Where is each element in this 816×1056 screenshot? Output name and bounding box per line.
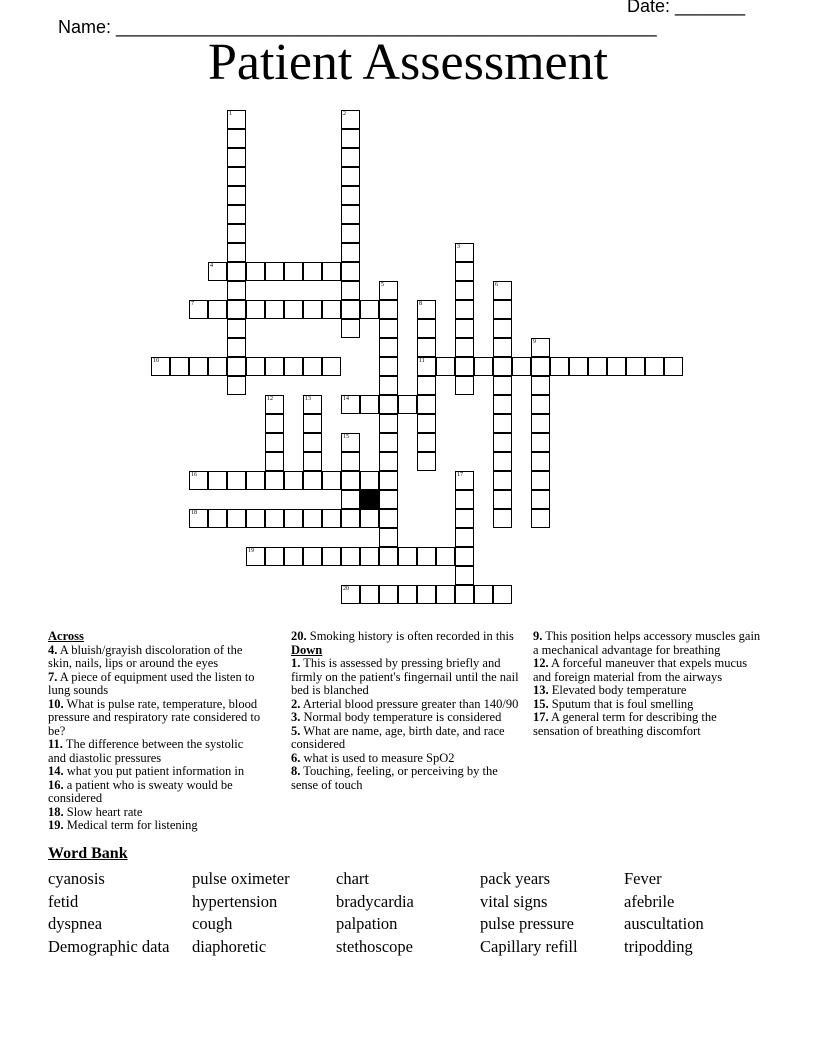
crossword-cell[interactable] [493, 357, 512, 376]
down-clue [291, 711, 519, 725]
crossword-cell[interactable] [493, 490, 512, 509]
crossword-cell[interactable] [493, 281, 512, 300]
clue-text: This position helps accessory muscles gain a mechanical advantage for breathing [533, 629, 761, 657]
crossword-cell[interactable] [455, 300, 474, 319]
clue-number: 18 [191, 510, 197, 516]
across-clue [48, 644, 263, 671]
crossword-cell[interactable] [303, 547, 322, 566]
crossword-cell[interactable] [512, 357, 531, 376]
crossword-cell[interactable] [322, 357, 341, 376]
crossword-cell[interactable] [341, 224, 360, 243]
crossword-cell[interactable] [189, 471, 208, 490]
clue-number-label: 3. [291, 710, 301, 724]
crossword-cell[interactable] [341, 281, 360, 300]
crossword-cell[interactable] [322, 547, 341, 566]
crossword-cell[interactable] [227, 471, 246, 490]
across-clue [48, 738, 263, 765]
crossword-cell[interactable] [303, 357, 322, 376]
clue-text: Normal body temperature is considered [300, 710, 502, 724]
crossword-cell[interactable] [341, 452, 360, 471]
word-bank [48, 868, 768, 958]
clue-number-label: 13. [533, 683, 549, 697]
down-clue [291, 725, 519, 752]
crossword-cell[interactable] [493, 509, 512, 528]
crossword-cell[interactable] [379, 319, 398, 338]
word-bank-item: diaphoretic [192, 936, 267, 956]
clue-number-label: 6. [291, 750, 301, 765]
crossword-cell[interactable] [417, 319, 436, 338]
crossword-cell[interactable] [303, 433, 322, 452]
crossword-cell[interactable] [436, 585, 455, 604]
clue-number: 4 [210, 263, 213, 269]
down-clue [291, 765, 519, 792]
crossword-cell[interactable] [493, 471, 512, 490]
crossword-cell[interactable] [246, 300, 265, 319]
crossword-cell[interactable] [227, 319, 246, 338]
crossword-cell[interactable] [417, 547, 436, 566]
crossword-cell[interactable] [227, 148, 246, 167]
crossword-cell[interactable] [227, 281, 246, 300]
clue-number: 10 [153, 358, 159, 364]
crossword-cell[interactable] [455, 376, 474, 395]
word-bank-item: dyspnea [48, 914, 103, 933]
crossword-cell[interactable] [246, 547, 265, 566]
crossword-cell[interactable] [493, 300, 512, 319]
crossword-cell[interactable] [284, 300, 303, 319]
crossword-cell[interactable] [360, 300, 379, 319]
clue-number-label: 16. [48, 777, 64, 792]
crossword-cell[interactable] [227, 338, 246, 357]
date-field-label: Date: _______ [627, 0, 746, 16]
crossword-cell[interactable] [341, 205, 360, 224]
clues-column-1 [48, 630, 263, 833]
name-field-label: Name: ______________________________________________________ [58, 17, 657, 37]
word-bank-item: vital signs [480, 891, 548, 911]
crossword-cell[interactable] [588, 357, 607, 376]
crossword-cell[interactable] [341, 262, 360, 281]
crossword-cell[interactable] [493, 338, 512, 357]
down-heading: Down [291, 642, 323, 657]
crossword-cell[interactable] [417, 300, 436, 319]
crossword-cell[interactable] [189, 300, 208, 319]
crossword-cell[interactable] [303, 300, 322, 319]
crossword-cell[interactable] [284, 357, 303, 376]
crossword-cell[interactable] [493, 376, 512, 395]
clue-text: What are name, age, birth date, and race considered [291, 723, 505, 751]
down-clue [291, 698, 519, 712]
across-clue [48, 671, 263, 698]
word-bank-item: Demographic data [48, 936, 170, 956]
word-bank-item: chart [336, 869, 369, 888]
crossword-cell[interactable] [455, 281, 474, 300]
crossword-cell[interactable] [246, 471, 265, 490]
clue-number: 14 [343, 396, 349, 402]
crossword-cell[interactable] [531, 395, 550, 414]
across-clue [48, 779, 263, 806]
word-bank-item: palpation [336, 914, 398, 933]
crossword-cell[interactable] [151, 357, 170, 376]
across-heading: Across [48, 629, 84, 643]
crossword-cell[interactable] [455, 528, 474, 547]
down-clue [291, 657, 519, 698]
crossword-cell[interactable] [284, 509, 303, 528]
down-clue [533, 657, 761, 684]
crossword-cell[interactable] [379, 585, 398, 604]
crossword-cell[interactable] [265, 300, 284, 319]
clue-text: What is pulse rate, temperature, blood pressure and respiratory rate considered to be? [48, 696, 261, 738]
clue-text: what you put patient information in [63, 764, 245, 778]
clue-number-label: 1. [291, 656, 301, 670]
clue-number-label: 14. [48, 764, 64, 778]
across-clue [48, 698, 263, 739]
clue-number: 13 [305, 396, 311, 402]
crossword-cell[interactable] [360, 547, 379, 566]
crossword-cell[interactable] [455, 471, 474, 490]
crossword-cell[interactable] [227, 262, 246, 281]
crossword-cell[interactable] [341, 167, 360, 186]
crossword-cell[interactable] [379, 509, 398, 528]
crossword-cell[interactable] [265, 452, 284, 471]
word-bank-title: Word Bank [48, 845, 128, 862]
clue-text: Smoking history is often recorded in this [306, 629, 514, 643]
crossword-cell[interactable] [379, 376, 398, 395]
word-bank-item: cough [192, 914, 233, 933]
crossword-cell[interactable] [417, 338, 436, 357]
clue-number: 1 [229, 111, 232, 117]
crossword-cell[interactable] [569, 357, 588, 376]
crossword-cell[interactable] [341, 509, 360, 528]
word-bank-item: tripodding [624, 936, 693, 956]
clue-number: 19 [248, 548, 254, 554]
crossword-cell[interactable] [284, 547, 303, 566]
crossword-cell[interactable] [455, 319, 474, 338]
clues-column-2 [291, 630, 519, 792]
crossword-cell[interactable] [208, 262, 227, 281]
crossword-cell[interactable] [417, 452, 436, 471]
crossword-cell[interactable] [303, 395, 322, 414]
clue-text: Slow heart rate [63, 804, 143, 819]
crossword-cell[interactable] [379, 338, 398, 357]
crossword-cell[interactable] [227, 167, 246, 186]
clue-number: 3 [457, 244, 460, 250]
crossword-cell[interactable] [246, 357, 265, 376]
down-clue [533, 684, 761, 698]
across-clue [48, 806, 263, 820]
crossword-cell[interactable] [265, 547, 284, 566]
crossword-cell[interactable] [227, 129, 246, 148]
clue-number: 2 [343, 111, 346, 117]
clue-number-label: 19. [48, 818, 64, 832]
clue-text: a patient who is sweaty would be considered [48, 777, 233, 805]
crossword-cell[interactable] [379, 547, 398, 566]
crossword-cell[interactable] [246, 509, 265, 528]
crossword-cell[interactable] [493, 395, 512, 414]
clue-number: 17 [457, 472, 463, 478]
crossword-cell[interactable] [265, 262, 284, 281]
clue-text: Arterial blood pressure greater than 140/90 [300, 696, 519, 711]
crossword-cell[interactable] [322, 509, 341, 528]
down-clue [533, 711, 761, 738]
crossword-cell[interactable] [341, 490, 360, 509]
crossword-cell[interactable] [379, 471, 398, 490]
crossword-cell[interactable] [341, 148, 360, 167]
crossword-cell[interactable] [360, 585, 379, 604]
crossword-cell[interactable] [265, 433, 284, 452]
word-bank-item: pack years [480, 869, 551, 888]
crossword-cell[interactable] [607, 357, 626, 376]
crossword-cell[interactable] [531, 452, 550, 471]
crossword-cell[interactable] [189, 509, 208, 528]
crossword-cell[interactable] [341, 585, 360, 604]
crossword-cell[interactable] [455, 243, 474, 262]
clue-number: 5 [381, 282, 384, 288]
crossword-cell[interactable] [493, 452, 512, 471]
clue-number: 15 [343, 434, 349, 440]
clue-text: what is used to measure SpO2 [300, 750, 455, 765]
crossword-cell[interactable] [379, 528, 398, 547]
crossword-cell[interactable] [341, 186, 360, 205]
crossword-cell[interactable] [398, 547, 417, 566]
crossword-cell[interactable] [379, 395, 398, 414]
word-bank-item: Fever [624, 869, 662, 888]
clue-number: 6 [495, 282, 498, 288]
crossword-cell[interactable] [303, 471, 322, 490]
clue-text: Sputum that is foul smelling [548, 696, 694, 711]
clue-number-label: 4. [48, 642, 58, 657]
crossword-cell[interactable] [379, 414, 398, 433]
word-bank-item: fetid [48, 891, 79, 911]
crossword-cell[interactable] [455, 585, 474, 604]
crossword-cell[interactable] [417, 433, 436, 452]
crossword-cell[interactable] [645, 357, 664, 376]
clue-number-label: 11. [48, 737, 63, 751]
clue-number-label: 17. [533, 710, 549, 724]
word-bank-item: afebrile [624, 891, 675, 911]
crossword-cell[interactable] [322, 300, 341, 319]
crossword-blocked-cell [360, 490, 379, 509]
crossword-cell[interactable] [303, 509, 322, 528]
word-bank-item: Capillary refill [480, 936, 578, 956]
word-bank-item: pulse pressure [480, 914, 574, 933]
crossword-cell[interactable] [360, 395, 379, 414]
clue-number-label: 15. [533, 696, 549, 711]
clue-number-label: 2. [291, 696, 301, 711]
clue-text: A forceful maneuver that expels mucus and foreign material from the airways [533, 656, 748, 684]
crossword-cell[interactable] [550, 357, 569, 376]
word-bank-item: bradycardia [336, 891, 414, 911]
crossword-cell[interactable] [303, 452, 322, 471]
clue-text: Medical term for listening [63, 818, 198, 832]
crossword-cell[interactable] [227, 205, 246, 224]
clues-column-3 [533, 630, 761, 738]
clue-number: 11 [419, 358, 425, 364]
crossword-cell[interactable] [227, 243, 246, 262]
crossword-cell[interactable] [208, 300, 227, 319]
crossword-cell[interactable] [493, 414, 512, 433]
crossword-cell[interactable] [379, 433, 398, 452]
across-clue [48, 819, 263, 833]
crossword-cell[interactable] [455, 490, 474, 509]
crossword-cell[interactable] [474, 585, 493, 604]
clue-number-label: 7. [48, 669, 58, 684]
crossword-cell[interactable] [227, 300, 246, 319]
crossword-cell[interactable] [455, 357, 474, 376]
across-clue [291, 630, 519, 644]
across-clue [48, 765, 263, 779]
crossword-cell[interactable] [227, 224, 246, 243]
crossword-cell[interactable] [417, 395, 436, 414]
clue-text: The difference between the systolic and diastolic pressures [48, 737, 244, 765]
crossword-cell[interactable] [303, 414, 322, 433]
crossword-cell[interactable] [379, 490, 398, 509]
crossword-cell[interactable] [341, 433, 360, 452]
crossword-cell[interactable] [455, 338, 474, 357]
crossword-cell[interactable] [493, 319, 512, 338]
crossword-cell[interactable] [208, 509, 227, 528]
crossword-cell[interactable] [265, 509, 284, 528]
crossword-cell[interactable] [227, 509, 246, 528]
crossword-cell[interactable] [493, 433, 512, 452]
clue-text: A general term for describing the sensation of breathing discomfort [533, 710, 717, 738]
crossword-cell[interactable] [227, 357, 246, 376]
clue-text: Touching, feeling, or perceiving by the sense of touch [291, 764, 498, 792]
word-bank-item: hypertension [192, 891, 278, 911]
down-clue [291, 752, 519, 766]
crossword-cell[interactable] [398, 395, 417, 414]
clue-number: 16 [191, 472, 197, 478]
crossword-cell[interactable] [398, 585, 417, 604]
crossword-cell[interactable] [227, 110, 246, 129]
crossword-cell[interactable] [341, 300, 360, 319]
crossword-cell[interactable] [341, 129, 360, 148]
clue-number-label: 5. [291, 723, 301, 738]
crossword-cell[interactable] [322, 471, 341, 490]
crossword-cell[interactable] [531, 490, 550, 509]
crossword-cell[interactable] [360, 471, 379, 490]
crossword-cell[interactable] [417, 414, 436, 433]
crossword-cell[interactable] [341, 319, 360, 338]
crossword-cell[interactable] [208, 357, 227, 376]
word-bank-item: pulse oximeter [192, 869, 290, 888]
crossword-cell[interactable] [227, 186, 246, 205]
crossword-cell[interactable] [417, 376, 436, 395]
crossword-cell[interactable] [531, 433, 550, 452]
crossword-cell[interactable] [436, 547, 455, 566]
crossword-cell[interactable] [417, 585, 436, 604]
crossword-cell[interactable] [322, 262, 341, 281]
word-bank-item: stethoscope [336, 936, 413, 956]
crossword-cell[interactable] [531, 357, 550, 376]
crossword-cell[interactable] [265, 471, 284, 490]
crossword-cell[interactable] [455, 509, 474, 528]
crossword-cell[interactable] [455, 547, 474, 566]
crossword-cell[interactable] [360, 509, 379, 528]
crossword-cell[interactable] [246, 262, 265, 281]
crossword-cell[interactable] [341, 471, 360, 490]
crossword-cell[interactable] [284, 471, 303, 490]
crossword-cell[interactable] [455, 262, 474, 281]
crossword-cell[interactable] [436, 357, 455, 376]
crossword-cell[interactable] [531, 471, 550, 490]
crossword-cell[interactable] [170, 357, 189, 376]
crossword-cell[interactable] [284, 262, 303, 281]
clue-number: 12 [267, 396, 273, 402]
crossword-cell[interactable] [379, 281, 398, 300]
crossword-cell[interactable] [341, 547, 360, 566]
clue-number-label: 18. [48, 804, 64, 819]
page-title: Patient Assessment [207, 34, 609, 91]
crossword-cell[interactable] [379, 452, 398, 471]
crossword-cell[interactable] [303, 262, 322, 281]
crossword-cell[interactable] [531, 509, 550, 528]
crossword-cell[interactable] [265, 357, 284, 376]
clue-text: Elevated body temperature [548, 683, 687, 697]
crossword-cell[interactable] [531, 376, 550, 395]
crossword-cell[interactable] [474, 357, 493, 376]
clue-text: A piece of equipment used the listen to lung sounds [48, 669, 255, 697]
crossword-cell[interactable] [265, 395, 284, 414]
crossword-cell[interactable] [379, 300, 398, 319]
clue-number-label: 9. [533, 629, 543, 643]
clue-number-label: 8. [291, 764, 301, 778]
clue-text: This is assessed by pressing briefly and firmly on the patient's fingernail until the nail bed is blanched [291, 656, 519, 697]
crossword-cell[interactable] [227, 376, 246, 395]
word-bank-item: cyanosis [48, 869, 105, 888]
crossword-cell[interactable] [341, 110, 360, 129]
crossword-cell[interactable] [379, 357, 398, 376]
crossword-cell[interactable] [455, 566, 474, 585]
crossword-cell[interactable] [341, 395, 360, 414]
crossword-cell[interactable] [626, 357, 645, 376]
clue-text: A bluish/grayish discoloration of the skin, nails, lips or around the eyes [48, 642, 243, 670]
clue-number-label: 12. [533, 656, 549, 670]
clue-number-label: 10. [48, 696, 64, 711]
crossword-cell[interactable] [341, 243, 360, 262]
clue-number: 20 [343, 586, 349, 592]
clue-number: 9 [533, 339, 536, 345]
clue-number: 7 [191, 301, 194, 307]
crossword-cell[interactable] [531, 338, 550, 357]
down-clue [533, 698, 761, 712]
crossword-cell[interactable] [531, 414, 550, 433]
clue-number: 8 [419, 301, 422, 307]
clue-number-label: 20. [291, 629, 307, 643]
word-bank-item: auscultation [624, 914, 704, 933]
crossword-cell[interactable] [417, 357, 436, 376]
crossword-cell[interactable] [664, 357, 683, 376]
crossword-cell[interactable] [189, 357, 208, 376]
down-clue [533, 630, 761, 657]
crossword-cell[interactable] [265, 414, 284, 433]
crossword-cell[interactable] [208, 471, 227, 490]
crossword-cell[interactable] [493, 585, 512, 604]
